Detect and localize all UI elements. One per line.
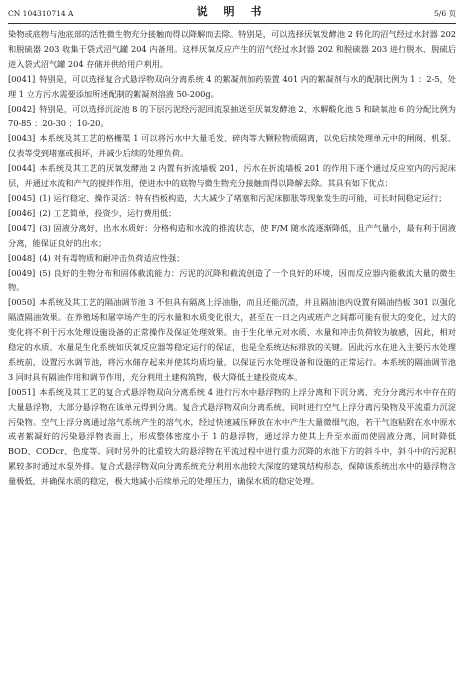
paragraph [8, 161, 456, 191]
paragraph-text: 特别是，可以选择复合式悬浮物双向分离系统 4 的絮凝剂加药装置 401 内的絮凝剂与水的配制比例为 1 ：2-5，处理 1 立方污水需要添加所述配制的絮凝剂溶液 50-200g。 [8, 73, 456, 99]
paragraph [8, 131, 456, 161]
paragraph-number: [0048] [8, 252, 36, 263]
paragraph [8, 72, 456, 102]
paragraph-text: (5) 良好的生物分布和固体截流能力：污泥的沉降和截流创造了一个良好的环境，因而反应器内能截流大量的微生物。 [8, 267, 456, 293]
page-number: 5/6 页 [434, 9, 456, 18]
page-title: 说 明 书 [196, 5, 268, 18]
page-header [8, 6, 456, 24]
paragraph-number: [0043] [8, 133, 36, 144]
paragraph-number: [0044] [8, 163, 36, 174]
paragraph-number: [0050] [8, 297, 36, 308]
paragraph [8, 385, 456, 489]
paragraph-text: (1) 运行稳定、操作灵活：特有挡板构造，大大减少了堵塞和污泥床膨胀等现象发生的可能，可长时间稳定运行； [39, 192, 447, 203]
paragraph-text: (2) 工艺简单，投资少，运行费用低； [39, 207, 177, 218]
paragraph [8, 251, 456, 266]
paragraph-number: [0047] [8, 222, 36, 233]
paragraph-number: [0046] [8, 207, 36, 218]
paragraph [8, 27, 456, 72]
paragraph-number: [0041] [8, 73, 36, 84]
paragraph [8, 295, 456, 384]
paragraph-text: (4) 对有毒物质和耐冲击负荷适应性强； [39, 252, 185, 263]
paragraph [8, 206, 456, 221]
paragraph-text: 本系统及其工艺的复合式悬浮物双向分离系统 4 进行污水中悬浮物的上浮分离和下沉分离，充分分离污水中存在的大量悬浮物，大部分悬浮物在该单元得到分离。复合式悬浮物双向分离系统，同时进行空气上浮分离污染物及平流重力沉淀污染物。空气上浮分离通过溶气系统产生的溶气水，经过快速减压释放在水中产生大量微细气泡，若干气泡粘附在水中原水或者絮凝好的污染悬浮物表面上，形成整体密度小于 1 的悬浮物，通过浮力使其上升至水面而使固液分离，同时降低 BOD、CODcr、色度等。同时另外的比重较大的悬浮物在平流过程中进行重力沉降的水池下方的斜斗中，斜斗中的污泥积累较多时通过水泵外排。复合式悬浮物双向分离系统充分利用水池较大深度的建筑结构形态，保障该系统出水中的悬浮物含量极低，并确保水质的稳定，极大地减小后续单元的处理压力，确保水质的稳定处理。 [8, 386, 456, 487]
paragraph-number: [0049] [8, 267, 36, 278]
paragraph-text: 染物或底物与池底部的活性微生物充分接触而得以降解而去除。特别是，可以选择厌氧发酵池 2 转化的沼气经过水封器 202 和脱硫器 203 收集于袋式沼气罐 204 内备用。这样厌氧反应产生的沼气经过水封器 202 和脱硫器 203 进行脱水、脱硫后进入袋式沼气罐 204 存储并供给用户利用。 [8, 29, 456, 69]
paragraph-text: 特别是，可以选择沉淀池 8 的下层污泥经污泥回流泵抽送至厌氧发酵池 2、水解酸化池 5 和缺氧池 6 的分配比例为 70-85 ：20-30 ：10-20。 [8, 103, 456, 129]
paragraph [8, 221, 456, 251]
paragraph-text: 本系统及其工艺的隔油调节池 3 不但具有隔离上浮油脂，而且还能沉渣，并且隔油池内设置有隔油挡板 301 以强化隔渣隔油效果。在养殖场和屠宰场产生的污水量和水质变化很大，甚至在一日之内或班产之间都可能有很大的变化，过大的变化将不利于污水处理设施设备的正常操作及保证处理效果。由于生化单元对水质、水量和冲击负荷较为敏感，因此，相对稳定的水质、水量是生化系统如厌氧反应器等稳定运行的保证，也是全系统达标排放的关键。因此污水在进入主要污水处理系统前，设置污水调节池，将污水储存起来并使其均质均量，以保证污水处理设备和设施的正常运行。本系统的隔油调节池 3 同时具有隔油作用和调节作用，充分利用土建构筑物，极大降低土建投资成本。 [8, 297, 456, 382]
paragraph [8, 102, 456, 132]
document-body [8, 27, 456, 489]
paragraph-number: [0042] [8, 103, 36, 114]
paragraph-text: 本系统及其工艺的格栅渠 1 可以将污水中大量毛发、碎肉等大颗粒物质隔离，以免后续处理单元中的闸阀、机泵、仪表等受到堵塞或损坏，并减少后续的处理负荷。 [8, 133, 456, 159]
doc-number: CN 104310714 A [8, 9, 74, 18]
paragraph-number: [0045] [8, 192, 36, 203]
paragraph [8, 266, 456, 296]
paragraph-text: 本系统及其工艺的厌氧发酵池 2 内置有折流墙板 201，污水在折流墙板 201 的作用下逐个通过反应室内的污泥床层，并通过水流和产气的搅拌作用，使进水中的底物与微生物充分接触而得以降解去除。其具有如下优点： [8, 163, 456, 189]
header-rule [8, 23, 456, 24]
paragraph-text: (3) 固液分离好，出水水质好：分格构造和水流的推流状态，使 F/M 随水流逐渐降低，且产气量小，最有利于固液分离，能保证良好的出水； [8, 222, 456, 248]
paragraph-number: [0051] [8, 386, 36, 397]
paragraph [8, 191, 456, 206]
